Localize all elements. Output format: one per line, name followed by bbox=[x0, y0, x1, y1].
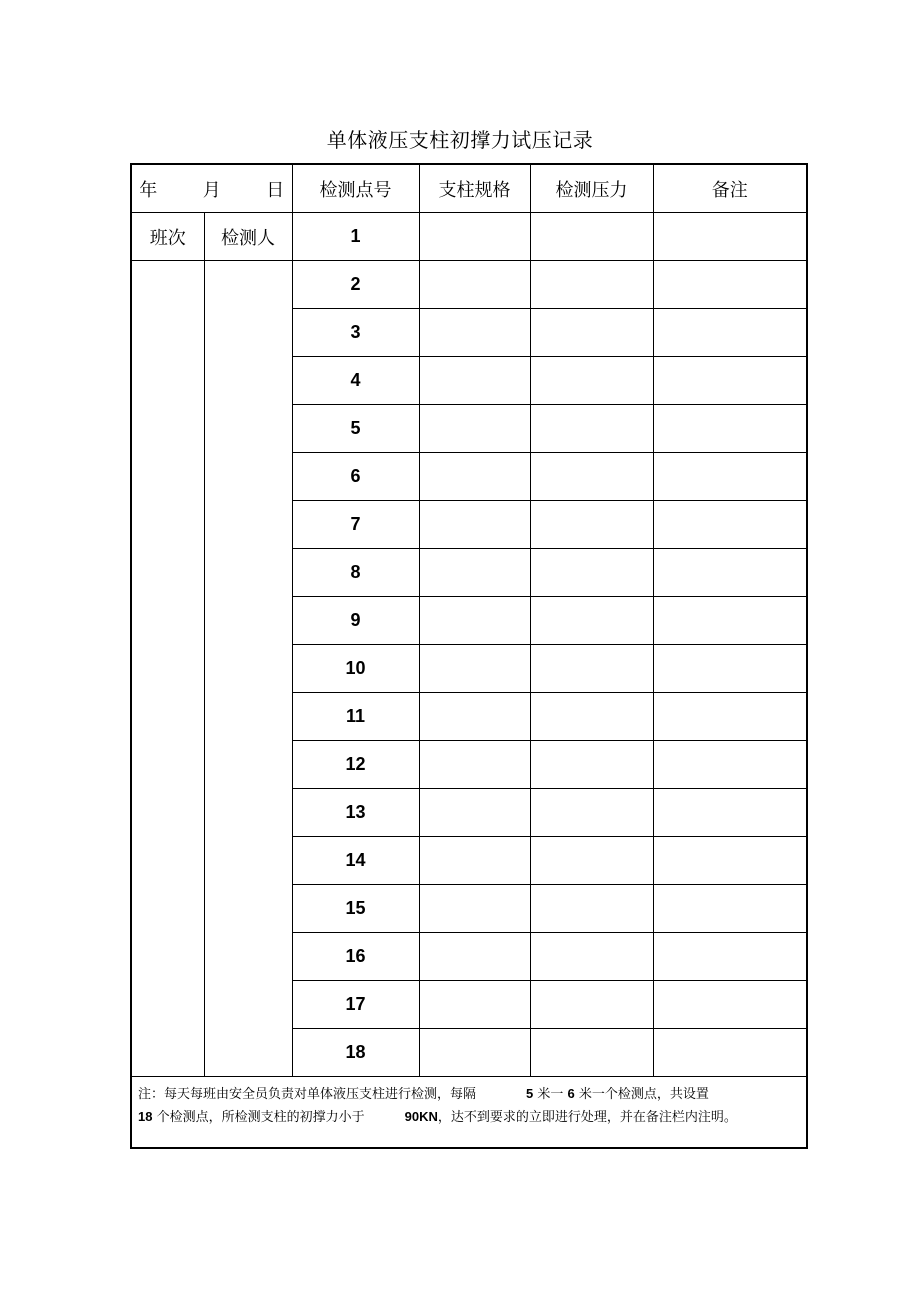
point-number: 18 bbox=[292, 1029, 419, 1077]
spec-cell[interactable] bbox=[419, 597, 530, 645]
point-number: 2 bbox=[292, 261, 419, 309]
point-number: 10 bbox=[292, 645, 419, 693]
pressure-header: 检测压力 bbox=[530, 164, 653, 213]
note-text bbox=[131, 1077, 807, 1149]
note-point-count: 18 bbox=[138, 1109, 153, 1124]
spec-cell[interactable] bbox=[419, 885, 530, 933]
point-number: 14 bbox=[292, 837, 419, 885]
remark-cell[interactable] bbox=[653, 837, 807, 885]
day-label: 日 bbox=[266, 179, 285, 201]
shift-header: 班次 bbox=[131, 213, 204, 261]
remark-cell[interactable] bbox=[653, 213, 807, 261]
pressure-cell[interactable] bbox=[530, 357, 653, 405]
point-number: 4 bbox=[292, 357, 419, 405]
remark-cell[interactable] bbox=[653, 549, 807, 597]
remark-cell[interactable] bbox=[653, 405, 807, 453]
note-part-4: 个检测点，所检测支柱的初撑力小于 bbox=[156, 1110, 365, 1125]
inspector-cell[interactable] bbox=[204, 261, 292, 1077]
header-row bbox=[131, 164, 807, 213]
point-number: 15 bbox=[292, 885, 419, 933]
point-number: 17 bbox=[292, 981, 419, 1029]
spec-cell[interactable] bbox=[419, 405, 530, 453]
spec-cell[interactable] bbox=[419, 741, 530, 789]
table-row bbox=[131, 213, 807, 261]
spec-cell[interactable] bbox=[419, 645, 530, 693]
spec-cell[interactable] bbox=[419, 261, 530, 309]
year-label: 年 bbox=[139, 179, 158, 201]
pressure-cell[interactable] bbox=[530, 549, 653, 597]
pressure-cell[interactable] bbox=[530, 981, 653, 1029]
spec-cell[interactable] bbox=[419, 501, 530, 549]
remark-cell[interactable] bbox=[653, 261, 807, 309]
spec-cell[interactable] bbox=[419, 357, 530, 405]
spec-cell[interactable] bbox=[419, 933, 530, 981]
remark-cell[interactable] bbox=[653, 309, 807, 357]
pressure-cell[interactable] bbox=[530, 741, 653, 789]
point-number: 9 bbox=[292, 597, 419, 645]
page-title: 单体液压支柱初撑力试压记录 bbox=[326, 128, 594, 152]
note-force-threshold: 90KN bbox=[404, 1109, 438, 1124]
point-number: 13 bbox=[292, 789, 419, 837]
table-row bbox=[131, 261, 807, 309]
remark-cell[interactable] bbox=[653, 645, 807, 693]
remark-cell[interactable] bbox=[653, 933, 807, 981]
pressure-cell[interactable] bbox=[530, 453, 653, 501]
pressure-cell[interactable] bbox=[530, 213, 653, 261]
pressure-cell[interactable] bbox=[530, 693, 653, 741]
remark-cell[interactable] bbox=[653, 453, 807, 501]
pressure-cell[interactable] bbox=[530, 309, 653, 357]
spec-cell[interactable] bbox=[419, 693, 530, 741]
point-number: 7 bbox=[292, 501, 419, 549]
remark-cell[interactable] bbox=[653, 357, 807, 405]
record-table bbox=[130, 163, 808, 1149]
pressure-cell[interactable] bbox=[530, 933, 653, 981]
note-interval-min: 5 bbox=[526, 1086, 534, 1101]
remark-cell[interactable] bbox=[653, 501, 807, 549]
spec-cell[interactable] bbox=[419, 549, 530, 597]
pressure-cell[interactable] bbox=[530, 885, 653, 933]
remark-cell[interactable] bbox=[653, 693, 807, 741]
point-number: 11 bbox=[292, 693, 419, 741]
remark-header: 备注 bbox=[653, 164, 807, 213]
note-interval-max: 6 bbox=[567, 1086, 575, 1101]
note-part-3: 米一个检测点，共设置 bbox=[578, 1087, 709, 1102]
remark-cell[interactable] bbox=[653, 789, 807, 837]
spec-cell[interactable] bbox=[419, 213, 530, 261]
remark-cell[interactable] bbox=[653, 1029, 807, 1077]
point-no-header: 检测点号 bbox=[292, 164, 419, 213]
note-part-2: 米一 bbox=[537, 1087, 564, 1102]
remark-cell[interactable] bbox=[653, 597, 807, 645]
pressure-cell[interactable] bbox=[530, 597, 653, 645]
pressure-cell[interactable] bbox=[530, 789, 653, 837]
month-label: 月 bbox=[202, 179, 221, 201]
note-part-1: 注：每天每班由安全员负责对单体液压支柱进行检测，每隔 bbox=[138, 1087, 477, 1102]
spec-cell[interactable] bbox=[419, 1029, 530, 1077]
point-number: 16 bbox=[292, 933, 419, 981]
point-number: 6 bbox=[292, 453, 419, 501]
note-row bbox=[131, 1077, 807, 1149]
remark-cell[interactable] bbox=[653, 981, 807, 1029]
spec-cell[interactable] bbox=[419, 789, 530, 837]
point-number: 8 bbox=[292, 549, 419, 597]
spec-cell[interactable] bbox=[419, 453, 530, 501]
note-part-5: ，达不到要求的立即进行处理，并在备注栏内注明。 bbox=[437, 1110, 737, 1125]
spec-header: 支柱规格 bbox=[419, 164, 530, 213]
point-number: 12 bbox=[292, 741, 419, 789]
pressure-cell[interactable] bbox=[530, 501, 653, 549]
pressure-cell[interactable] bbox=[530, 837, 653, 885]
pressure-cell[interactable] bbox=[530, 1029, 653, 1077]
shift-cell[interactable] bbox=[131, 261, 204, 1077]
pressure-cell[interactable] bbox=[530, 261, 653, 309]
point-number: 1 bbox=[292, 213, 419, 261]
remark-cell[interactable] bbox=[653, 885, 807, 933]
point-number: 3 bbox=[292, 309, 419, 357]
pressure-cell[interactable] bbox=[530, 645, 653, 693]
inspector-header: 检测人 bbox=[204, 213, 292, 261]
spec-cell[interactable] bbox=[419, 981, 530, 1029]
date-header bbox=[131, 164, 292, 213]
pressure-cell[interactable] bbox=[530, 405, 653, 453]
remark-cell[interactable] bbox=[653, 741, 807, 789]
spec-cell[interactable] bbox=[419, 309, 530, 357]
spec-cell[interactable] bbox=[419, 837, 530, 885]
point-number: 5 bbox=[292, 405, 419, 453]
